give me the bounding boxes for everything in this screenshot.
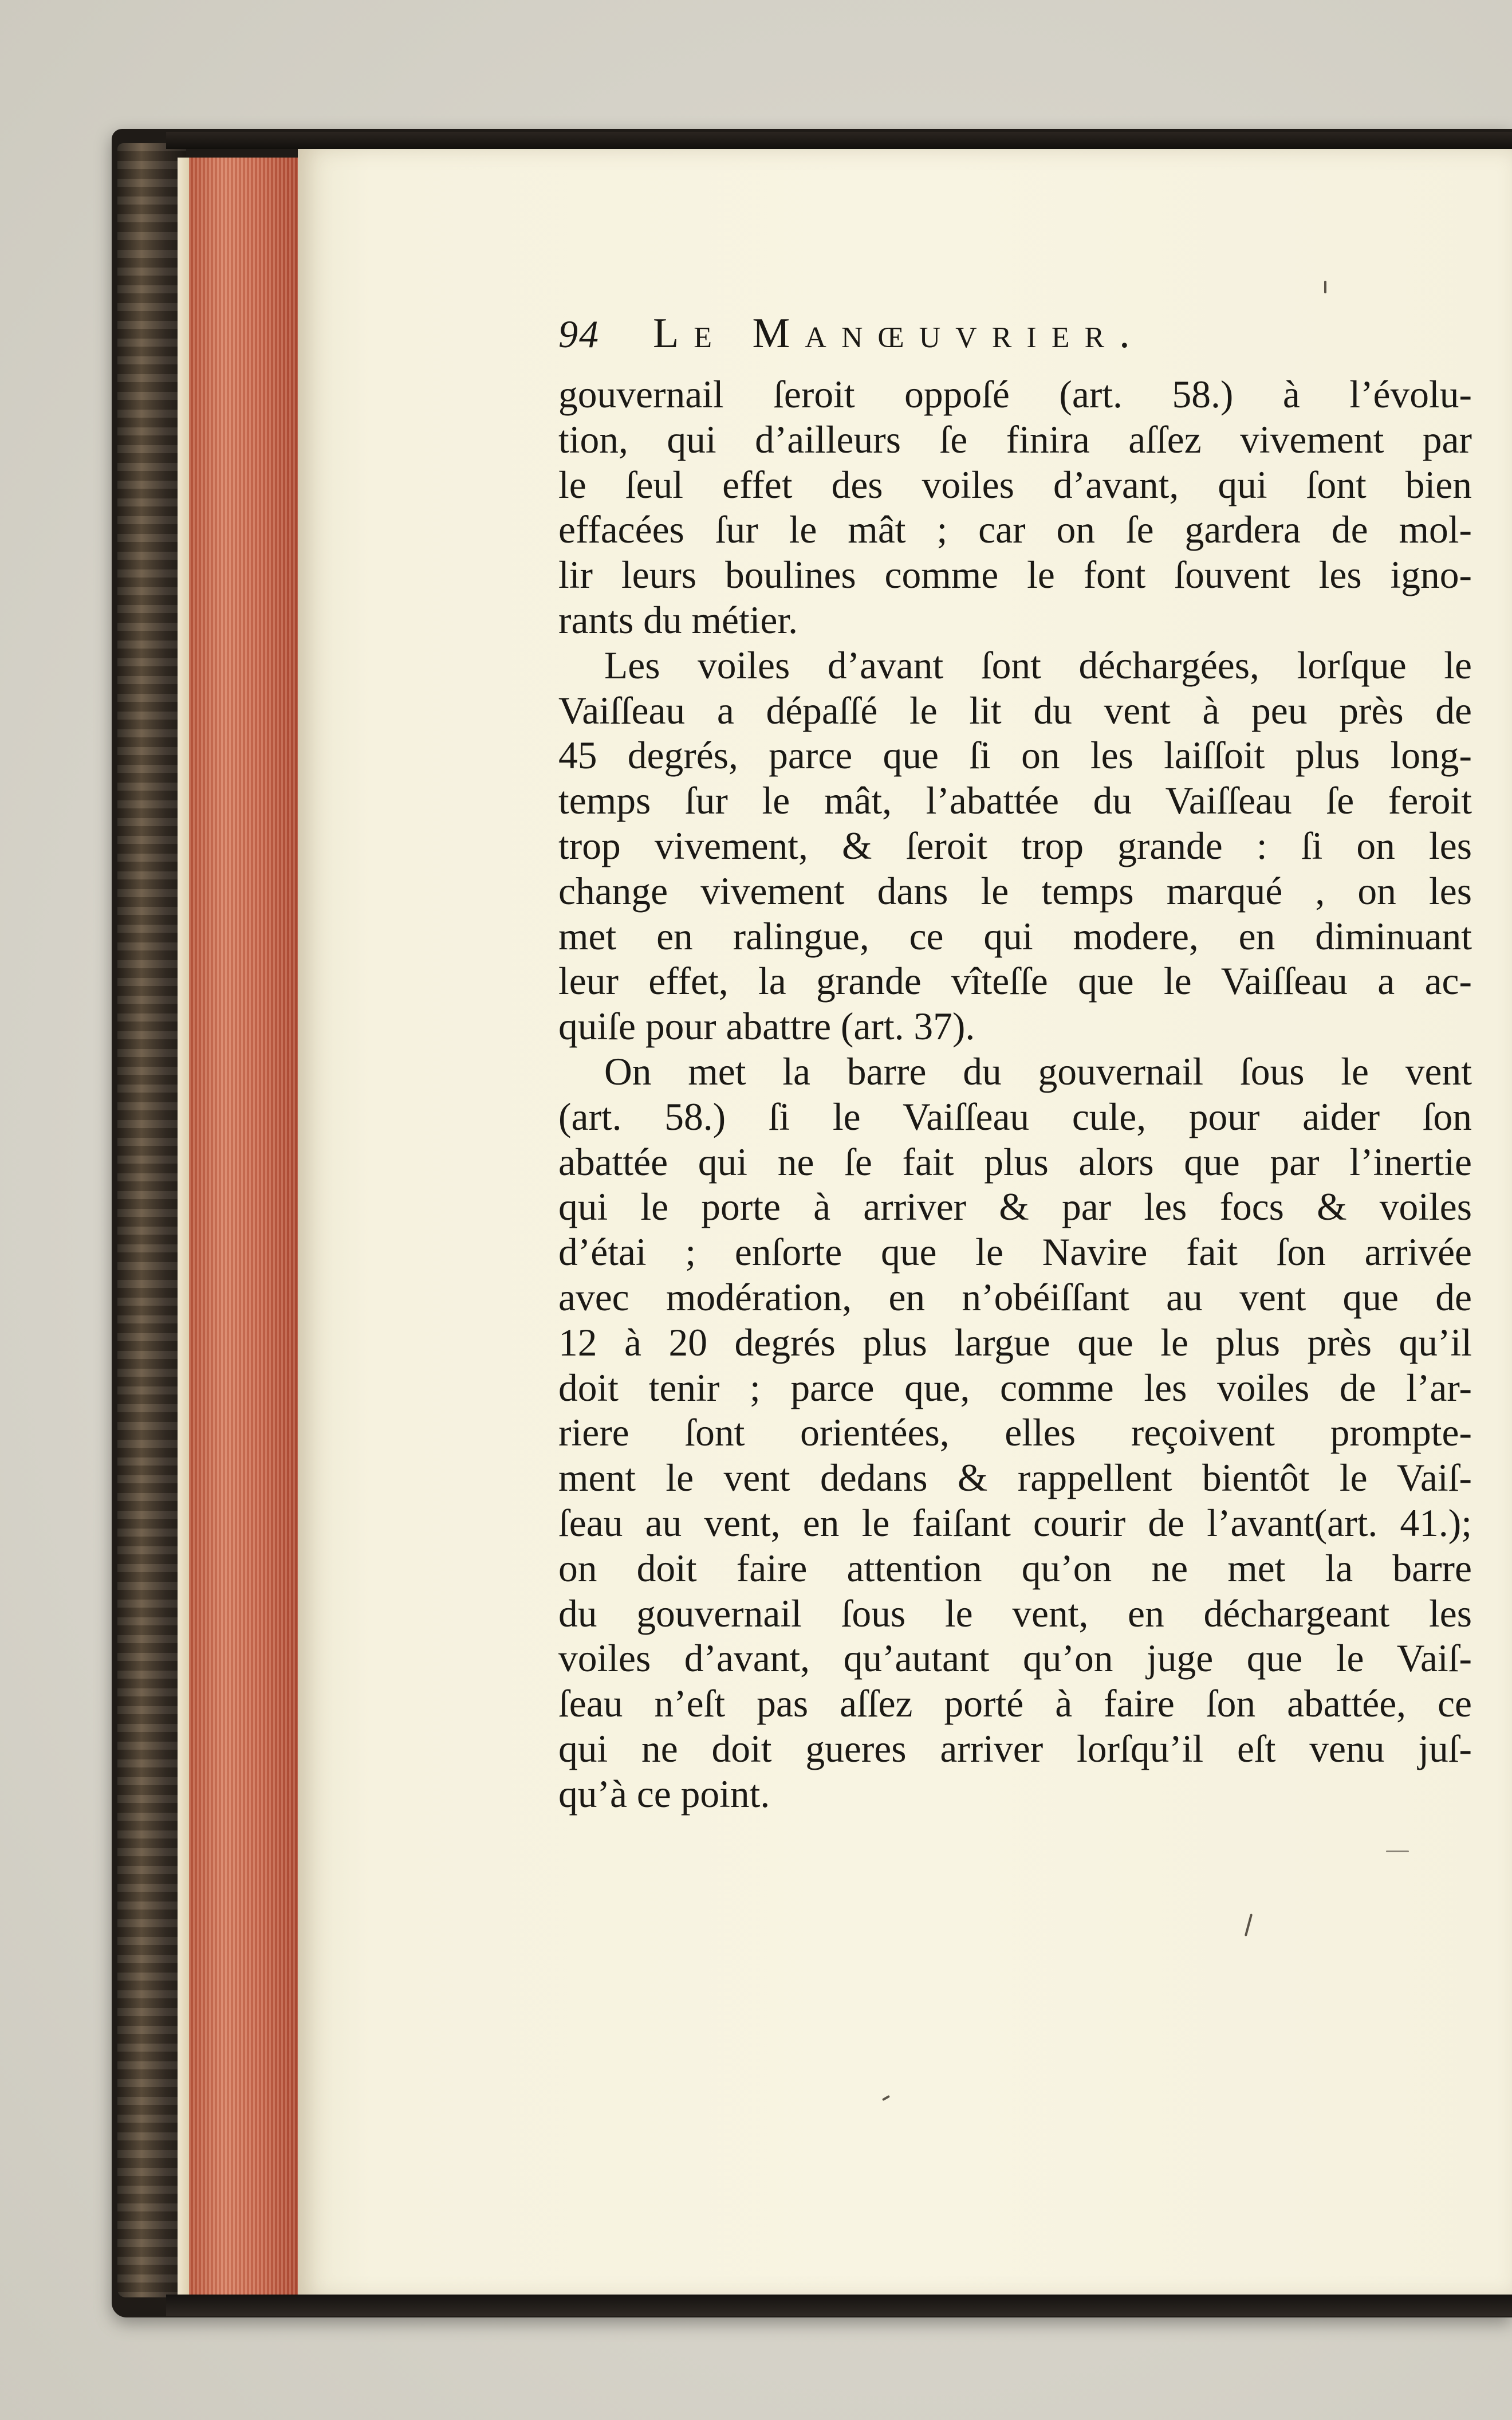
text-line: lir leurs boulines comme le font ſouvent les igno- xyxy=(558,553,1472,597)
board-top-edge xyxy=(166,132,1512,149)
text-line: leur effet, la grande vîteſſe que le Vaiſſeau a ac- xyxy=(558,960,1472,1003)
text-line: 45 degrés, parce que ſi on les laiſſoit plus long- xyxy=(558,734,1472,777)
text-line: ment le vent dedans & rappellent bientôt le Vaiſ- xyxy=(558,1456,1472,1500)
text-line: temps ſur le mât, l’abattée du Vaiſſeau ſe feroit xyxy=(558,779,1472,823)
text-line: on doit faire attention qu’on ne met la barre xyxy=(558,1546,1472,1590)
text-line: qui ne doit gueres arriver lorſqu’il eſt venu juſ- xyxy=(558,1727,1472,1770)
page-number: 94 xyxy=(558,312,600,356)
text-line: effacées ſur le mât ; car on ſe gardera de mol- xyxy=(558,508,1472,552)
text-line: voiles d’avant, qu’autant qu’on juge que le Vaiſ- xyxy=(558,1637,1472,1680)
text-line: qui le porte à arriver & par les focs & voiles xyxy=(558,1185,1472,1229)
text-line: change vivement dans le temps marqué , on les xyxy=(558,869,1472,913)
text-line: du gouvernail ſous le vent, en déchargeant les xyxy=(558,1592,1472,1635)
text-line: quiſe pour abattre (art. 37). xyxy=(558,1005,975,1048)
ink-speck xyxy=(1324,281,1326,293)
text-line: qu’à ce point. xyxy=(558,1772,770,1816)
paragraph-2 xyxy=(558,643,1472,1050)
board-bottom-edge xyxy=(166,2295,1512,2316)
text-line: 12 à 20 degrés plus largue que le plus près qu’il xyxy=(558,1321,1472,1364)
paragraph-3 xyxy=(558,1050,1472,1817)
text-line: met en ralingue, ce qui modere, en diminuant xyxy=(558,914,1472,958)
text-line: Les voiles d’avant ſont déchargées, lorſque le xyxy=(604,643,1472,687)
page-text xyxy=(558,309,1472,1817)
text-line: ſeau n’eſt pas aſſez porté à faire ſon abattée, ce xyxy=(558,1682,1472,1726)
text-line: doit tenir ; parce que, comme les voiles de l’ar- xyxy=(558,1366,1472,1409)
text-line: avec modération, en n’obéiſſant au vent que de xyxy=(558,1275,1472,1319)
text-line: le ſeul effet des voiles d’avant, qui ſont bien xyxy=(558,463,1472,506)
text-line: tion, qui d’ailleurs ſe finira aſſez vivement par xyxy=(558,418,1472,461)
ink-speck xyxy=(1386,1851,1409,1852)
running-head xyxy=(558,309,1472,372)
text-line: ſeau au vent, en le faiſant courir de l’avant(art. 41.); xyxy=(558,1501,1472,1545)
text-line: rants du métier. xyxy=(558,598,798,642)
leather-spine xyxy=(117,143,186,2297)
text-line: trop vivement, & ſeroit trop grande : ſi on les xyxy=(558,824,1472,867)
text-line: riere ſont orientées, elles reçoivent prompte- xyxy=(558,1411,1472,1455)
text-line: Vaiſſeau a dépaſſé le lit du vent à peu près de xyxy=(558,689,1472,732)
paragraph-1 xyxy=(558,372,1472,643)
text-line: gouvernail ſeroit oppoſé (art. 58.) à l’évolu- xyxy=(558,373,1472,416)
text-line: d’étai ; enſorte que le Navire fait ſon arrivée xyxy=(558,1231,1472,1274)
text-line: (art. 58.) ſi le Vaiſſeau cule, pour aider ſon xyxy=(558,1095,1472,1138)
text-line: On met la barre du gouvernail ſous le vent xyxy=(604,1050,1472,1093)
red-page-edges xyxy=(189,158,306,2295)
running-title: Le Manœuvrier. xyxy=(653,310,1145,357)
text-line: abattée qui ne ſe fait plus alors que par l’inertie xyxy=(558,1140,1472,1184)
